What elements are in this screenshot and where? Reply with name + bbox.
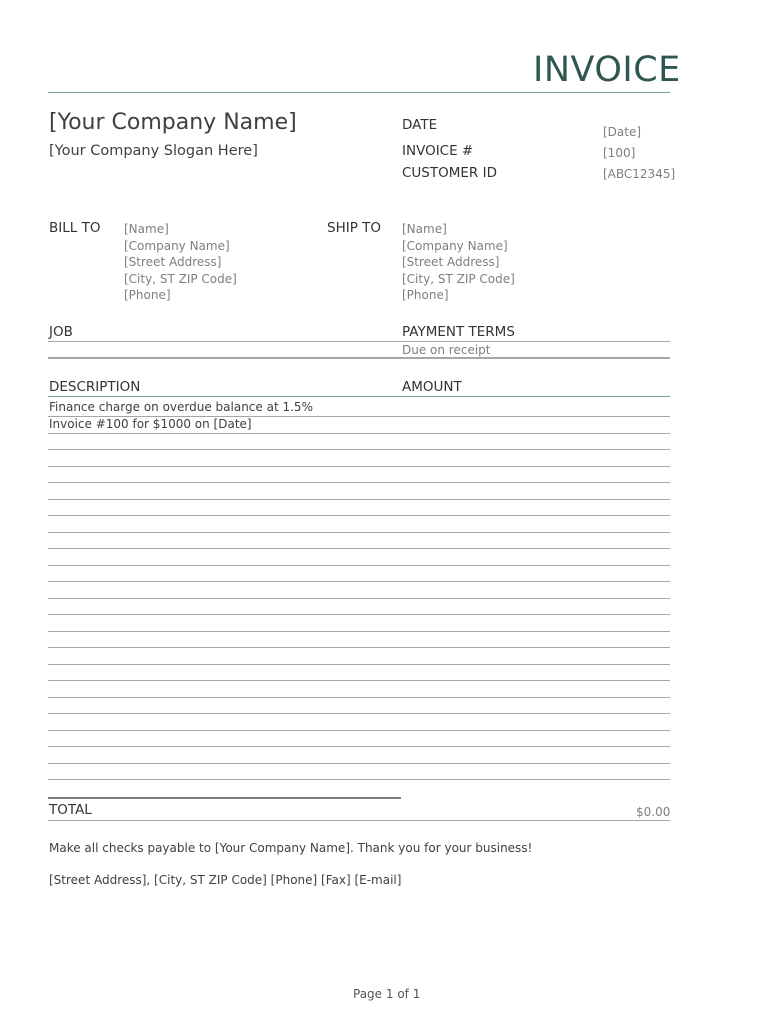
row-rule <box>48 515 670 516</box>
invoice-number-label: INVOICE # <box>402 143 474 159</box>
invoice-number-value: [100] <box>603 146 636 160</box>
contact-line: [Street Address], [City, ST ZIP Code] [Phone] [Fax] [E-mail] <box>49 873 402 887</box>
ship-to-phone: [Phone] <box>402 288 449 302</box>
customer-id-value: [ABC12345] <box>603 167 676 181</box>
ship-to-street: [Street Address] <box>402 255 500 269</box>
total-label: TOTAL <box>49 802 92 818</box>
row-rule <box>48 581 670 582</box>
page-number: Page 1 of 1 <box>353 987 421 1001</box>
row-rule <box>48 482 670 483</box>
table-header-rule <box>48 396 670 397</box>
row-description: Finance charge on overdue balance at 1.5% <box>49 400 313 414</box>
row-rule <box>48 763 670 764</box>
row-rule <box>48 631 670 632</box>
row-rule <box>48 532 670 533</box>
ship-to-name: [Name] <box>402 222 447 236</box>
bill-to-address <box>124 221 237 304</box>
row-rule <box>48 647 670 648</box>
checks-note: Make all checks payable to [Your Company Name]. Thank you for your business! <box>49 841 533 855</box>
row-rule <box>48 680 670 681</box>
row-rule <box>48 746 670 747</box>
row-description: Invoice #100 for $1000 on [Date] <box>49 416 252 431</box>
row-rule <box>48 730 670 731</box>
job-bottom-rule <box>48 357 670 359</box>
bill-to-phone: [Phone] <box>124 288 171 302</box>
ship-to-city: [City, ST ZIP Code] <box>402 271 515 286</box>
ship-to-label: SHIP TO <box>327 220 382 236</box>
row-rule <box>48 614 670 615</box>
bill-to-name: [Name] <box>124 222 169 236</box>
row-rule <box>48 466 670 467</box>
payment-terms-value: Due on receipt <box>402 343 491 357</box>
amount-header: AMOUNT <box>402 379 462 395</box>
job-label: JOB <box>49 324 73 340</box>
payment-terms-label: PAYMENT TERMS <box>402 324 515 340</box>
row-rule <box>48 565 670 566</box>
row-rule <box>48 664 670 665</box>
bill-to-city: [City, ST ZIP Code] <box>124 271 237 286</box>
bill-to-street: [Street Address] <box>124 255 222 269</box>
row-rule <box>48 779 670 780</box>
company-name: [Your Company Name] <box>49 110 297 135</box>
row-rule <box>48 598 670 599</box>
row-rule <box>48 713 670 714</box>
ship-to-address <box>402 221 515 304</box>
date-label: DATE <box>402 117 438 133</box>
customer-id-label: CUSTOMER ID <box>402 165 497 181</box>
bill-to-label: BILL TO <box>49 220 101 236</box>
row-rule <box>48 433 670 434</box>
date-value: [Date] <box>603 125 642 139</box>
bill-to-company: [Company Name] <box>124 238 230 253</box>
ship-to-company: [Company Name] <box>402 238 508 253</box>
header-rule <box>48 92 670 93</box>
description-header: DESCRIPTION <box>49 379 141 395</box>
row-rule <box>48 548 670 549</box>
row-rule <box>48 499 670 500</box>
invoice-title: INVOICE <box>533 50 681 90</box>
total-rule <box>48 820 670 821</box>
total-upper-rule <box>48 797 401 799</box>
total-value: $0.00 <box>636 805 671 819</box>
company-slogan: [Your Company Slogan Here] <box>49 143 258 159</box>
job-rule <box>48 341 670 342</box>
row-rule <box>48 449 670 450</box>
row-rule <box>48 697 670 698</box>
